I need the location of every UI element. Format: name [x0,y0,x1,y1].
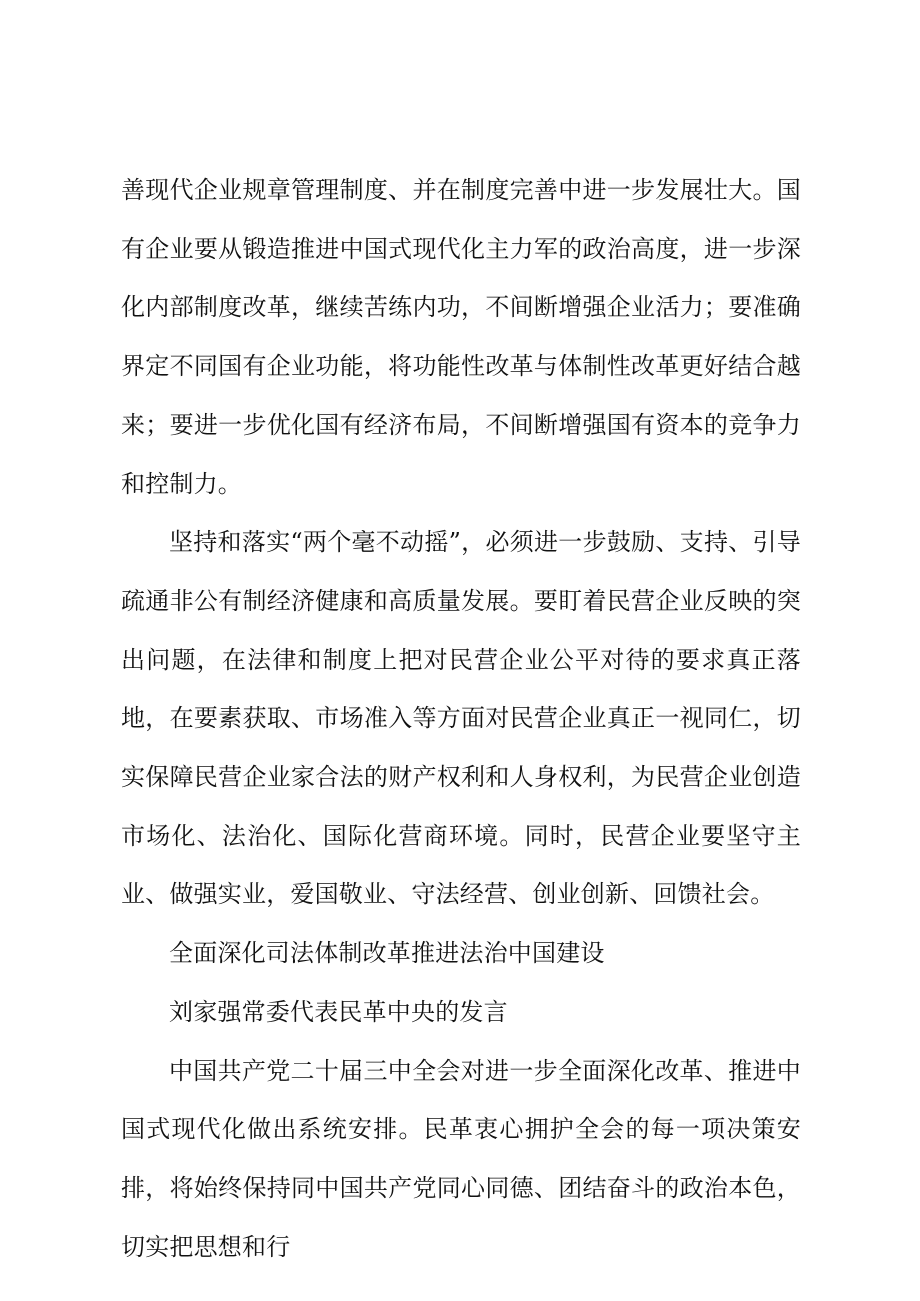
document-body [121,161,801,1276]
section-title: 全面深化司法体制改革推进法治中国建设 [169,939,605,968]
paragraph-private-economy: 坚持和落实“两个毫不动摇”，必须进一步鼓励、支持、引导疏通非公有制经济健康和高质量发展。要盯着民营企业反映的突出问题，在法律和制度上把对民营企业公平对待的要求真正落地，在要素获取、市场准入等方面对民营企业真正一视同仁，切实保障民营企业家合法的财产权利和人身权利，为民营企业创造市场化、法治化、国际化营商环境。同时，民营企业要坚守主业、做强实业，爱国敬业、守法经营、创业创新、回馈社会。 [121,528,801,909]
paragraph-plenary-session: 中国共产党二十届三中全会对进一步全面深化改革、推进中国式现代化做出系统安排。民革衷心拥护全会的每一项决策安排，将始终保持同中国共产党同心同德、团结奋斗的政治本色，切实把思想和行 [121,1056,801,1261]
speaker-line: 刘家强常委代表民革中央的发言 [169,997,508,1026]
paragraph-soe-reform: 善现代企业规章管理制度、并在制度完善中进一步发展壮大。国有企业要从锻造推进中国式现代化主力军的政治高度，进一步深化内部制度改革，继续苦练内功，不间断增强企业活力；要准确界定不同国有企业功能，将功能性改革与体制性改革更好结合越来；要进一步优化国有经济布局，不间断增强国有资本的竞争力和控制力。 [121,176,801,498]
